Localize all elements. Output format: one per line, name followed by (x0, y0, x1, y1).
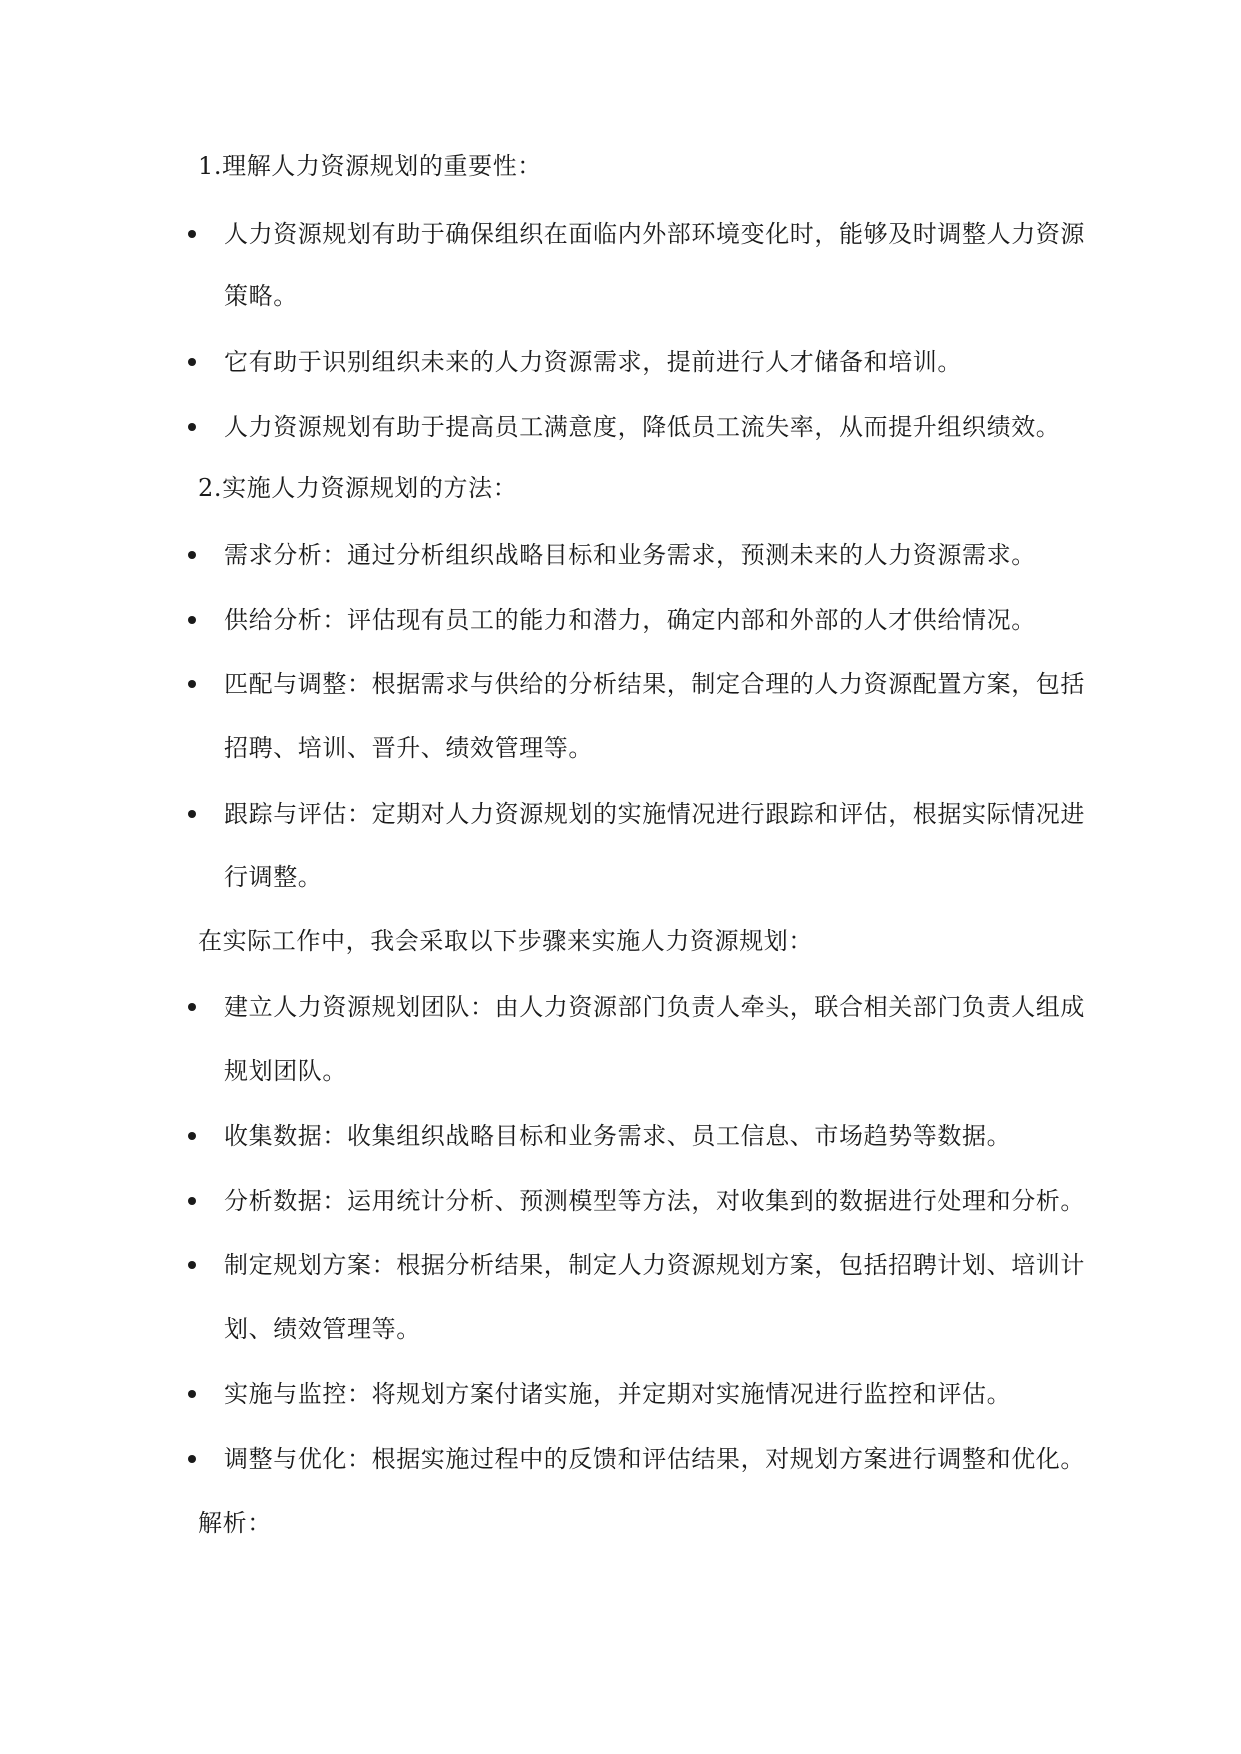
list-item-continuation: 规划团队。 (224, 1057, 347, 1085)
list-item: 调整与优化：根据实施过程中的反馈和评估结果，对规划方案进行调整和优化。 (224, 1445, 1085, 1473)
bullet-icon (188, 1003, 196, 1011)
list-item-continuation: 划、绩效管理等。 (224, 1315, 421, 1343)
analysis-label: 解析： (198, 1509, 272, 1537)
list-item: 实施与监控：将规划方案付诸实施，并定期对实施情况进行监控和评估。 (224, 1380, 1012, 1408)
bullet-icon (188, 810, 196, 818)
section-1-heading: 1.理解人力资源规划的重要性： (198, 152, 542, 180)
bullet-icon (188, 1390, 196, 1398)
list-item: 收集数据：收集组织战略目标和业务需求、员工信息、市场趋势等数据。 (224, 1122, 1012, 1150)
bullet-icon (188, 1455, 196, 1463)
list-item-continuation: 招聘、培训、晋升、绩效管理等。 (224, 734, 593, 762)
list-item-continuation: 行调整。 (224, 863, 323, 891)
bullet-icon (188, 358, 196, 366)
list-item-continuation: 策略。 (224, 282, 298, 310)
list-item: 人力资源规划有助于提高员工满意度，降低员工流失率，从而提升组织绩效。 (224, 413, 1061, 441)
list-item: 人力资源规划有助于确保组织在面临内外部环境变化时，能够及时调整人力资源 (224, 220, 1085, 248)
bullet-icon (188, 1132, 196, 1140)
list-item: 制定规划方案：根据分析结果，制定人力资源规划方案，包括招聘计划、培训计 (224, 1251, 1085, 1279)
bullet-icon (188, 230, 196, 238)
bullet-icon (188, 551, 196, 559)
bullet-icon (188, 1197, 196, 1205)
list-item: 需求分析：通过分析组织战略目标和业务需求，预测未来的人力资源需求。 (224, 541, 1036, 569)
section-2-heading: 2.实施人力资源规划的方法： (198, 474, 518, 502)
list-item: 建立人力资源规划团队：由人力资源部门负责人牵头，联合相关部门负责人组成 (224, 993, 1085, 1021)
bullet-icon (188, 616, 196, 624)
list-item: 分析数据：运用统计分析、预测模型等方法，对收集到的数据进行处理和分析。 (224, 1187, 1085, 1215)
list-item: 它有助于识别组织未来的人力资源需求，提前进行人才储备和培训。 (224, 348, 962, 376)
list-item: 匹配与调整：根据需求与供给的分析结果，制定合理的人力资源配置方案，包括 (224, 670, 1085, 698)
bullet-icon (188, 680, 196, 688)
list-item: 供给分析：评估现有员工的能力和潜力，确定内部和外部的人才供给情况。 (224, 606, 1036, 634)
bullet-icon (188, 1261, 196, 1269)
list-item: 跟踪与评估：定期对人力资源规划的实施情况进行跟踪和评估，根据实际情况进 (224, 800, 1085, 828)
bullet-icon (188, 423, 196, 431)
section-3-intro: 在实际工作中，我会采取以下步骤来实施人力资源规划： (198, 927, 813, 955)
